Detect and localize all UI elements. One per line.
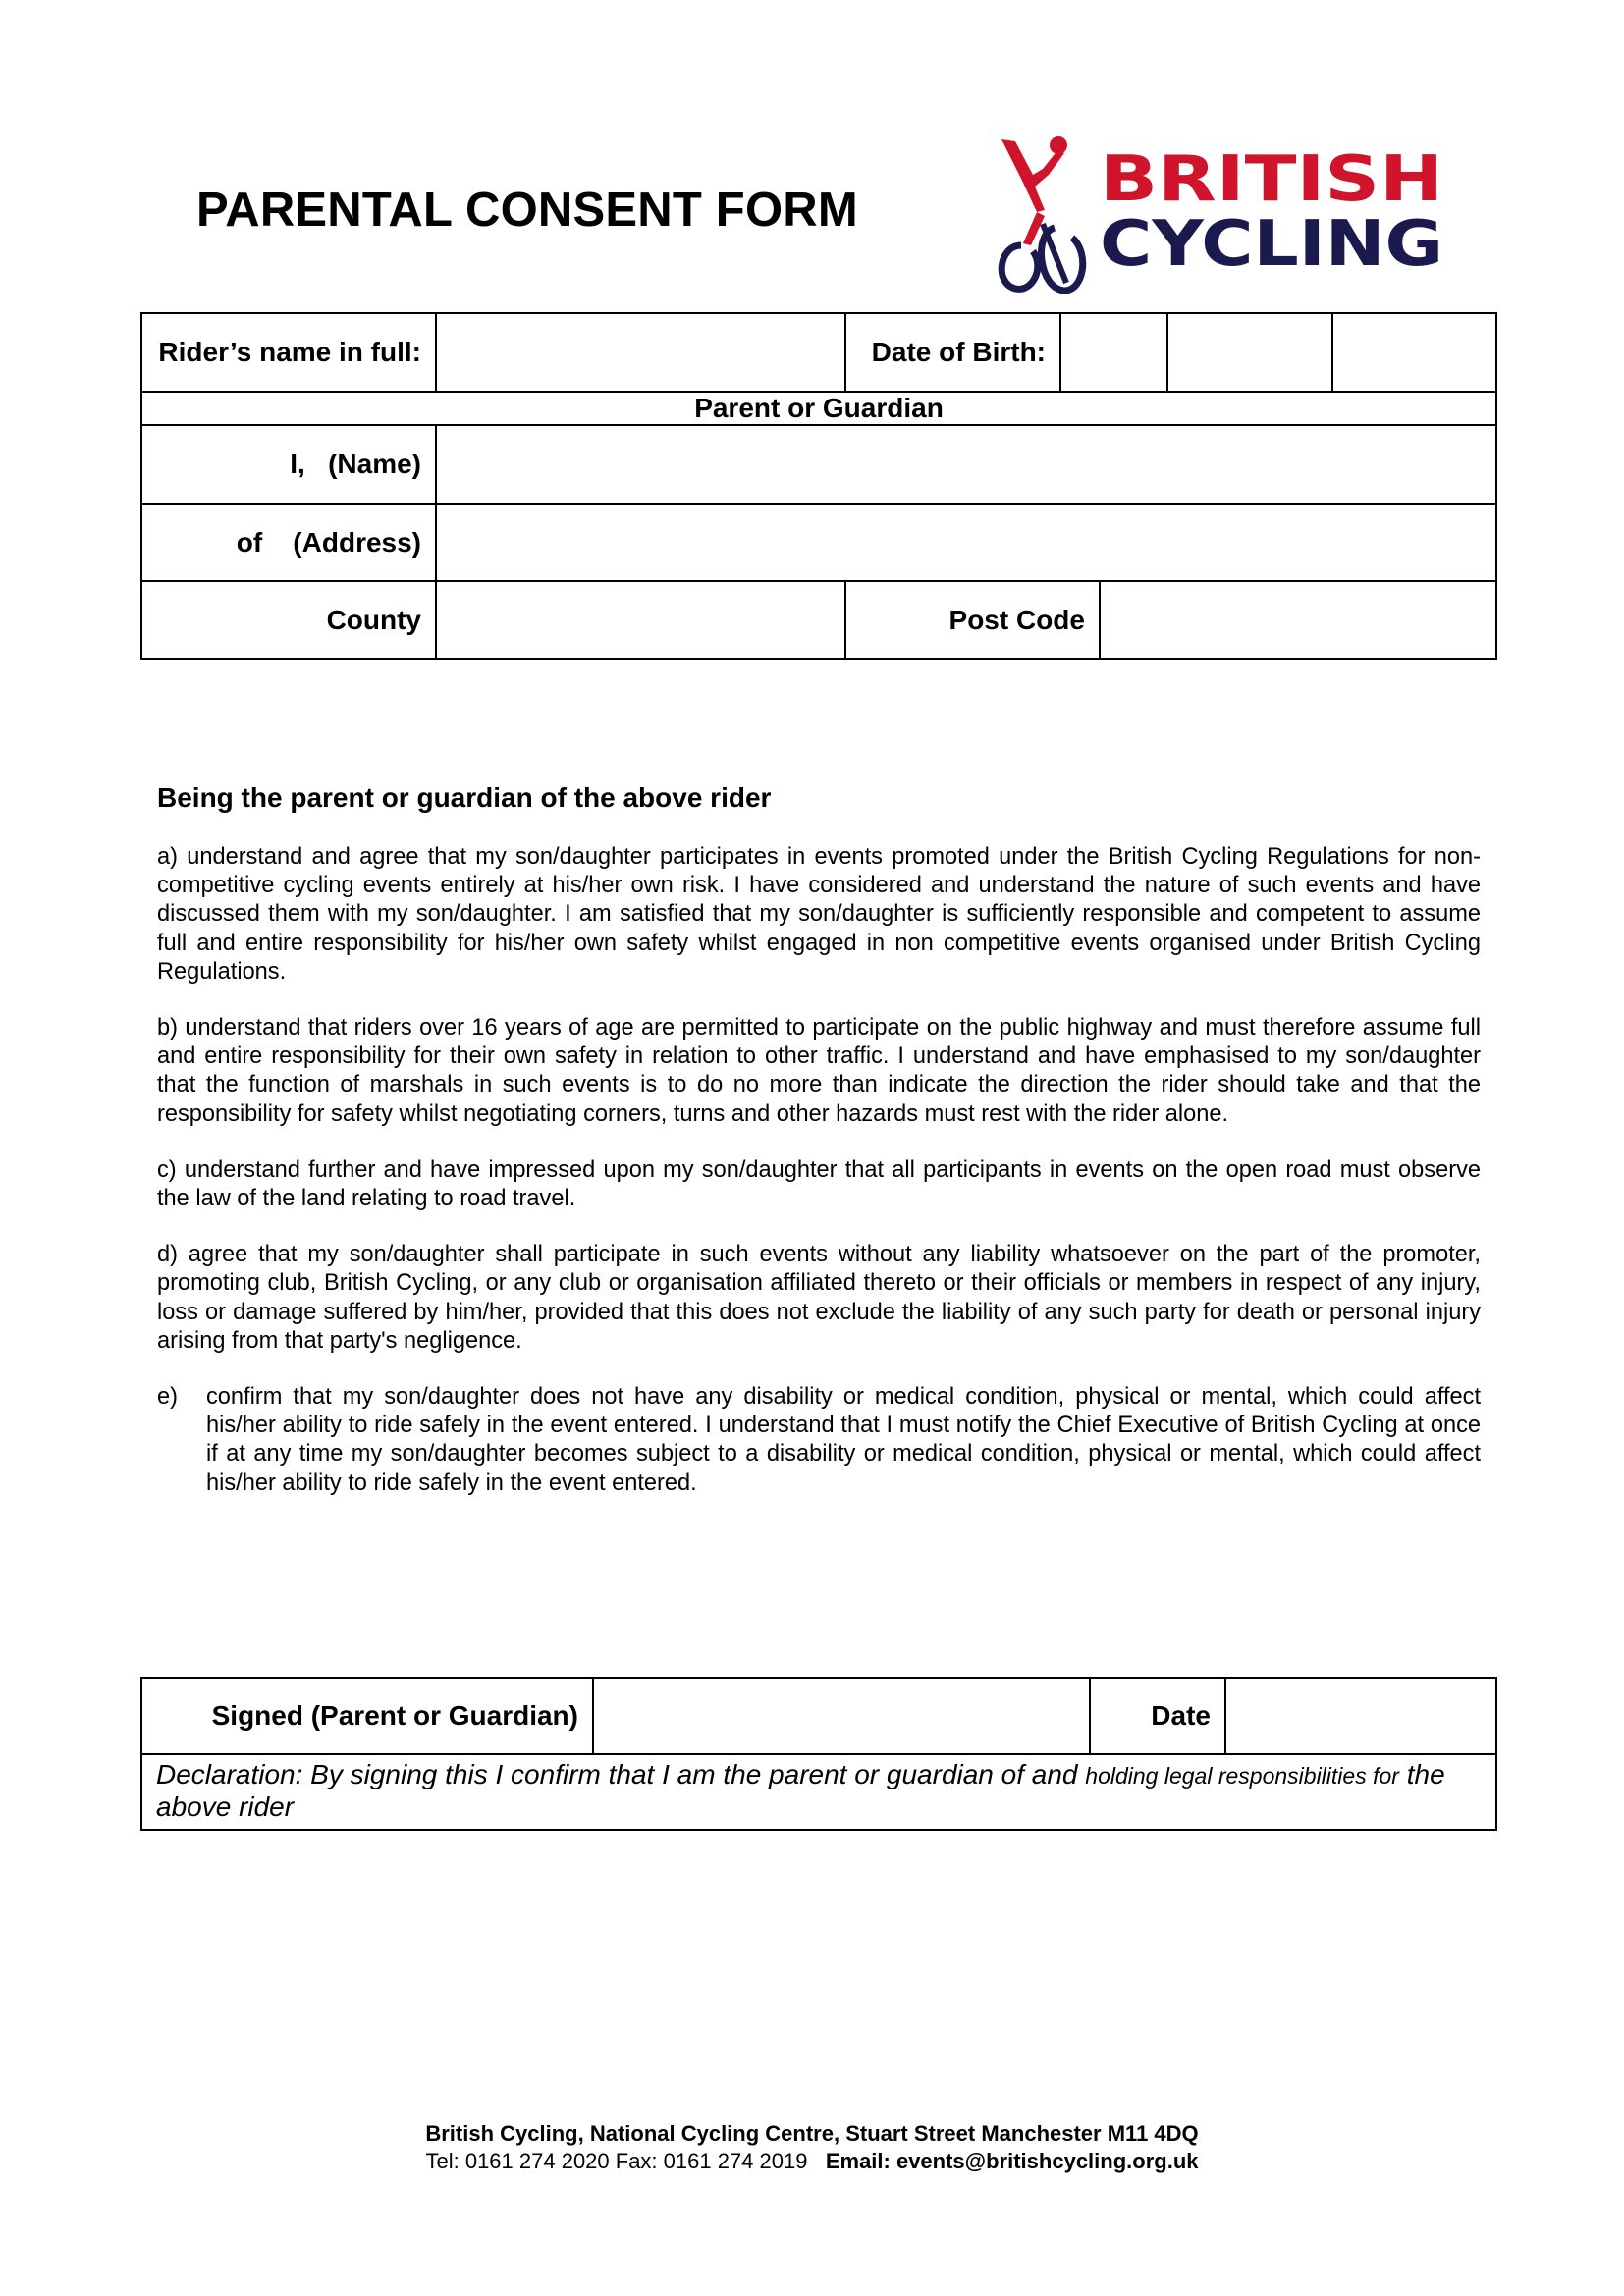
clause-e — [157, 1383, 1481, 1498]
address-field[interactable] — [436, 504, 1496, 581]
consent-statements — [157, 782, 1481, 1498]
clause-b: b) understand that riders over 16 years of age are permitted to participate on the public highway and must therefore assume full and entire responsibility for their own safety in relation to other traffic. I understand and have emphasised to my son/daughter that the function of marshals in such events is to do no more than indicate the direction the rider should take and that the responsibility for safety whilst negotiating corners, turns and other hazards must rest with the rider alone. — [157, 1015, 1481, 1127]
footer-email[interactable]: Email: events@britishcycling.org.uk — [825, 2149, 1199, 2173]
logo-text-british: BRITISH — [1100, 143, 1443, 216]
signature-field[interactable] — [593, 1678, 1090, 1754]
declaration-note — [141, 1754, 1496, 1830]
clause-c: c) understand further and have impressed upon my son/daughter that all participants in events on the open road must observe the law of the land relating to road travel. — [157, 1156, 1481, 1212]
declaration-main: Declaration: By signing this I confirm that I am the parent or guardian of and — [156, 1759, 1086, 1789]
rider-name-field[interactable] — [436, 313, 845, 392]
postcode-label: Post Code — [845, 581, 1100, 659]
dob-month-field[interactable] — [1167, 313, 1332, 392]
parent-guardian-heading: Parent or Guardian — [141, 392, 1496, 425]
parent-name-field[interactable] — [436, 425, 1496, 504]
clause-e-text: confirm that my son/daughter does not have any disability or medical condition, physical or mental, which could affect his/her ability to ride safely in the event entered. I understand that I must notify the Chief Executive of British Cycling at once if at any time my son/daughter becomes subject to a disability or medical condition, physical or mental, which could affect his/her ability to ride safely in the event entered. — [206, 1384, 1481, 1496]
date-label: Date — [1090, 1678, 1225, 1754]
cyclist-icon — [1001, 136, 1083, 291]
county-field[interactable] — [436, 581, 845, 659]
page-footer — [0, 2120, 1624, 2175]
footer-contact — [0, 2148, 1624, 2175]
dob-year-field[interactable] — [1332, 313, 1496, 392]
declaration-small: holding legal responsibilities for — [1085, 1763, 1399, 1789]
dob-label: Date of Birth: — [845, 313, 1060, 392]
date-field[interactable] — [1225, 1678, 1496, 1754]
rider-name-label: Rider’s name in full: — [141, 313, 436, 392]
dob-day-field[interactable] — [1060, 313, 1167, 392]
british-cycling-logo — [994, 135, 1445, 294]
county-label: County — [141, 581, 436, 659]
signed-label: Signed (Parent or Guardian) — [141, 1678, 593, 1754]
rider-details-table — [140, 312, 1497, 660]
address-label: of (Address) — [141, 504, 436, 581]
declaration-end: the above rider — [156, 1759, 1445, 1822]
logo-text-cycling: CYCLING — [1100, 208, 1443, 281]
clause-a: a) understand and agree that my son/daughter participates in events promoted under the British Cycling Regulations for non-competitive cycling events entirely at his/her own risk. I have considered and understand the nature of such events and have discussed them with my son/daughter. I am satisfied that my son/daughter is sufficiently responsible and competent to assume full and entire responsibility for his/her own safety whilst engaged in non competitive events organised under British Cycling Regulations. — [157, 844, 1481, 985]
clause-d: d) agree that my son/daughter shall participate in such events without any liability whatsoever on the part of the promoter, promoting club, British Cycling, or any club or organisation affiliated thereto or their officials or members in respect of any injury, loss or damage suffered by him/her, provided that this does not exclude the liability of any such party for death or personal injury arising from that party's negligence. — [157, 1242, 1481, 1354]
signature-table — [140, 1677, 1497, 1831]
footer-address: British Cycling, National Cycling Centre, Stuart Street Manchester M11 4DQ — [425, 2121, 1199, 2146]
clause-e-letter: e) — [157, 1384, 178, 1411]
parent-name-label: I, (Name) — [141, 425, 436, 504]
footer-phone-fax: Tel: 0161 274 2020 Fax: 0161 274 2019 — [425, 2149, 808, 2173]
page-title: PARENTAL CONSENT FORM — [196, 184, 858, 237]
postcode-field[interactable] — [1100, 581, 1496, 659]
consent-heading: Being the parent or guardian of the above rider — [157, 782, 772, 813]
